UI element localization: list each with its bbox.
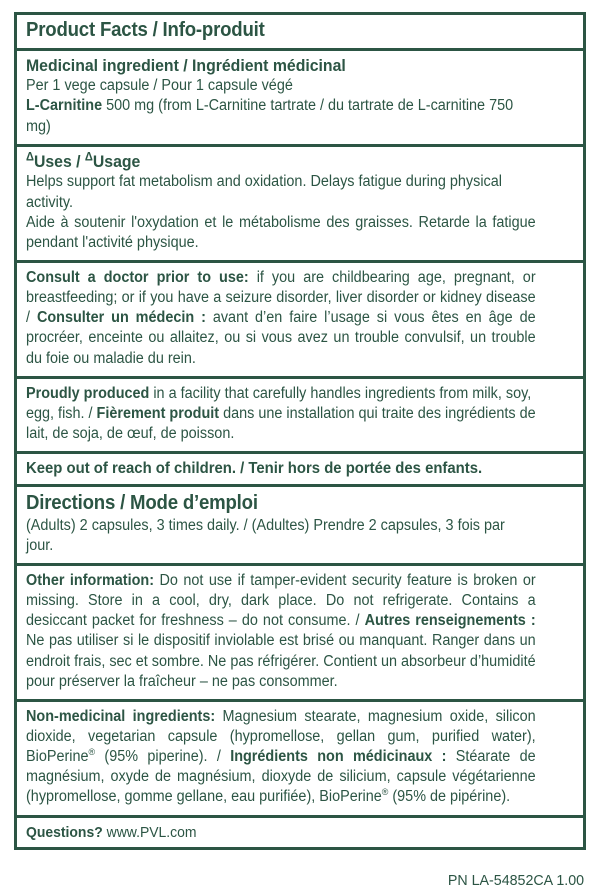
section-other-information — [17, 566, 583, 702]
allergen-label-fr: Fièrement produit — [96, 404, 220, 422]
allergen-paragraph — [26, 384, 536, 444]
medicinal-ingredient-name: L-Carnitine — [26, 97, 103, 115]
non-medicinal-paragraph — [26, 707, 536, 808]
non-medicinal-text-en-1: Magnesium stearate, magnesium oxide, silicon dioxide, vegetarian capsule (hypromellose, gellan gum, purified water), BioPerine — [26, 707, 536, 766]
product-facts-panel — [14, 12, 586, 850]
non-medicinal-text-fr-2: (95% de pipérine). — [388, 788, 511, 806]
consult-text-en: if you are childbearing age, pregnant, or breastfeeding; or if you have a seizure disorder, liver disorder or kidney disease / — [26, 269, 536, 327]
allergen-label-en: Proudly produced — [26, 384, 150, 402]
non-medicinal-label-en: Non-medicinal ingredients: — [26, 707, 216, 725]
page-title: Product Facts / Info-produit — [26, 19, 265, 41]
questions-row — [26, 823, 536, 843]
section-directions — [17, 487, 583, 566]
other-information-label-fr: Autres renseignements : — [364, 612, 536, 630]
section-uses — [17, 147, 583, 263]
other-information-text-fr: Ne pas utiliser si le dispositif inviolable est brisé ou manquant. Ranger dans un endroit frais, sec et sombre. Ne pas réfrigérer. Contient un absorbeur d’humidité pour préserver la fraîcheur – ne pas consommer. — [26, 632, 536, 690]
non-medicinal-label-fr: Ingrédients non médicinaux : — [230, 748, 447, 766]
non-medicinal-text-en-2: (95% piperine). / — [95, 748, 231, 766]
keep-out-of-reach-warning: Keep out of reach of children. / Tenir hors de portée des enfants. — [26, 460, 483, 478]
consult-text-fr: avant d’en faire l’usage si vous êtes en âge de procréer, enceinte ou allaitez, ou si vous avez un trouble convulsif, un trouble du foie ou maladie du rein. — [26, 309, 536, 367]
other-information-paragraph — [26, 571, 536, 692]
medicinal-ingredient-amount: 500 mg (from L-Carnitine tartrate / du tartrate de L-carnitine 750 mg) — [26, 97, 514, 135]
uses-heading-fr: Usage — [92, 151, 141, 171]
section-medicinal-ingredient — [17, 51, 583, 147]
part-number: PN LA-54852CA 1.00 — [447, 872, 585, 890]
other-information-label-en: Other information: — [26, 572, 155, 590]
delta-symbol-icon: Δ — [26, 149, 34, 164]
uses-heading-en: Uses — [33, 151, 72, 171]
other-information-text-en: Do not use if tamper-evident security feature is broken or missing. Store in a cool, dry, dark place. Do not refrigerate. Contains a desiccant packet for freshness – do not consume. / — [26, 572, 536, 630]
non-medicinal-text-fr-1: Stéarate de magnésium, oxyde de magnésium, dioxyde de silicium, capsule végétarienne (hypromellose, gomme gellane, eau purifiée), BioPerine — [26, 748, 536, 806]
questions-label: Questions? — [26, 823, 103, 841]
questions-website[interactable]: www.PVL.com — [102, 823, 197, 841]
uses-heading-separator: / — [71, 151, 85, 171]
uses-text-fr: Aide à soutenir l'oxydation et le métabolisme des graisses. Retarde la fatigue pendant l'activité physique. — [26, 213, 536, 251]
section-non-medicinal-ingredients — [17, 702, 583, 818]
consult-label-en: Consult a doctor prior to use: — [26, 269, 249, 287]
uses-heading — [26, 149, 536, 173]
registered-trademark-icon-fr: ® — [381, 787, 389, 799]
medicinal-serving-size: Per 1 vege capsule / Pour 1 capsule végé — [26, 77, 293, 95]
medicinal-heading: Medicinal ingredient / Ingrédient médicinal — [26, 55, 346, 75]
allergen-text-en: in a facility that carefully handles ingredients from milk, soy, egg, fish. / — [26, 384, 532, 422]
directions-text: (Adults) 2 capsules, 3 times daily. / (Adultes) Prendre 2 capsules, 3 fois par jour. — [26, 516, 505, 554]
allergen-text-fr: dans une installation qui traite des ingrédients de lait, de soja, de œuf, de poisson. — [26, 404, 536, 443]
registered-trademark-icon-en: ® — [88, 747, 96, 759]
section-questions — [17, 818, 583, 848]
directions-heading: Directions / Mode d’emploi — [26, 492, 258, 515]
section-consult-doctor — [17, 263, 583, 379]
section-title — [17, 15, 583, 51]
delta-symbol-icon-fr: Δ — [84, 149, 93, 164]
section-allergen-statement — [17, 379, 583, 454]
medicinal-ingredient-row — [26, 96, 536, 136]
consult-label-fr: Consulter un médecin : — [36, 309, 206, 327]
section-keep-out-of-reach — [17, 454, 583, 487]
uses-text-en: Helps support fat metabolism and oxidation. Delays fatigue during physical activity. — [26, 173, 502, 211]
consult-paragraph — [26, 268, 536, 369]
